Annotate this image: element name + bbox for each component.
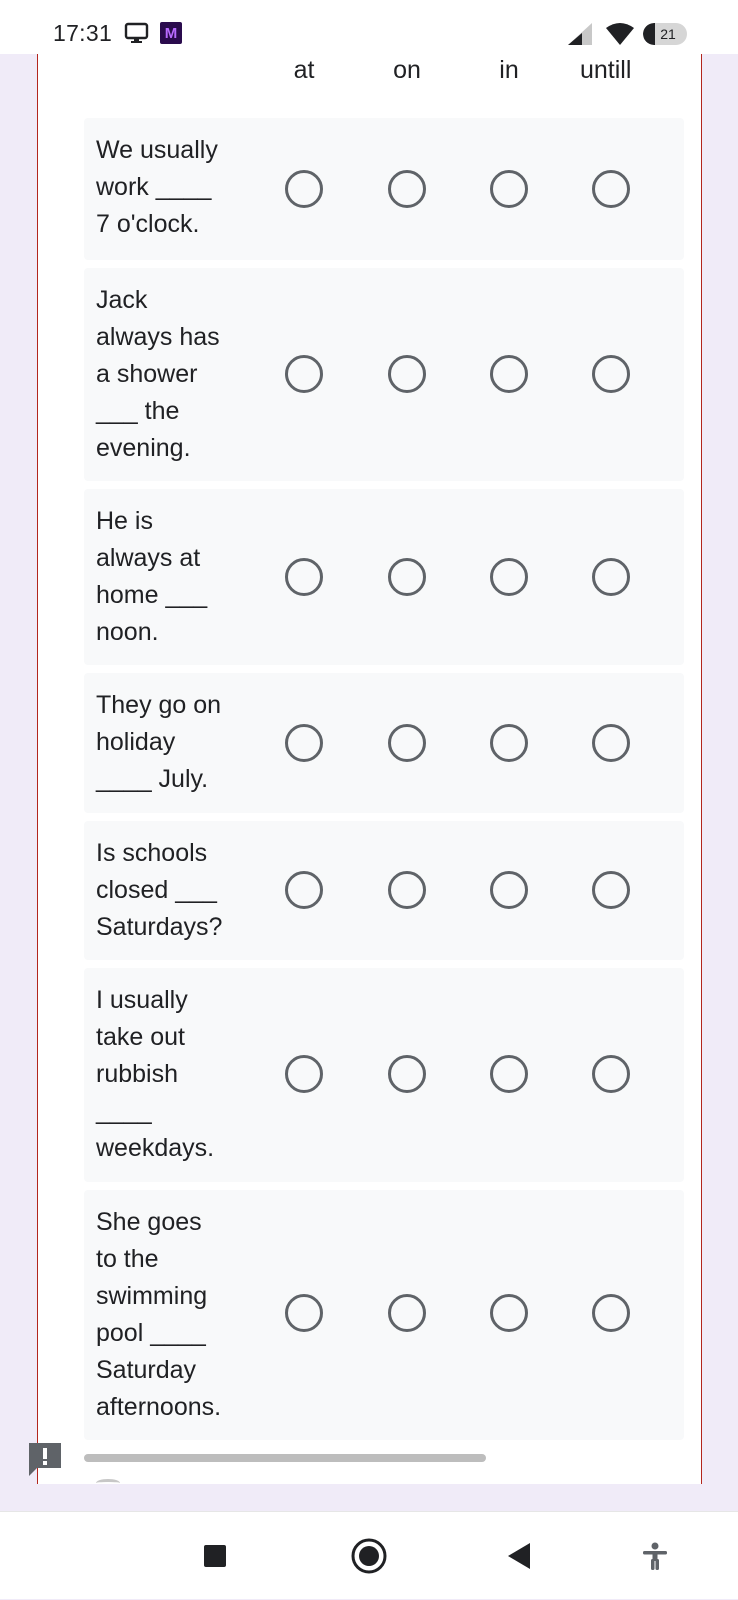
radio-untill[interactable] (592, 558, 630, 596)
battery-icon (643, 23, 687, 45)
home-button[interactable] (334, 1512, 404, 1600)
accessibility-button[interactable] (620, 1512, 690, 1600)
radio-on[interactable] (388, 1055, 426, 1093)
column-header-in: in (499, 56, 519, 84)
radio-on[interactable] (388, 355, 426, 393)
radio-on[interactable] (388, 724, 426, 762)
radio-in[interactable] (490, 170, 528, 208)
grid-row (84, 118, 684, 260)
monitor-icon (124, 22, 150, 44)
radio-untill[interactable] (592, 724, 630, 762)
row-label: Jack always has a shower ___ the evening. (96, 286, 220, 462)
radio-in[interactable] (490, 871, 528, 909)
radio-untill[interactable] (592, 170, 630, 208)
status-bar (0, 0, 738, 54)
column-header-at: at (293, 56, 315, 84)
next-item-edge (96, 1479, 120, 1484)
signal-icon (566, 23, 594, 45)
radio-untill[interactable] (592, 1055, 630, 1093)
radio-on[interactable] (388, 558, 426, 596)
row-label: I usually take out rubbish ____ weekdays. (96, 986, 215, 1162)
exclamation-feedback-icon[interactable] (26, 1440, 64, 1478)
row-label: We usually work ____ 7 o'clock. (96, 136, 218, 238)
battery-level: 21 (660, 26, 676, 42)
radio-on[interactable] (388, 1294, 426, 1332)
radio-on[interactable] (388, 170, 426, 208)
radio-untill[interactable] (592, 355, 630, 393)
grid-row (84, 821, 684, 960)
grid-row (84, 968, 684, 1182)
grid-row (84, 673, 684, 813)
accessibility-icon (642, 1542, 668, 1570)
grid-row (84, 489, 684, 665)
row-label: She goes to the swimming pool ____ Saturday afternoons. (96, 1208, 222, 1421)
system-nav-bar (0, 1511, 738, 1599)
radio-untill[interactable] (592, 871, 630, 909)
radio-at[interactable] (285, 1294, 323, 1332)
grid-row (84, 268, 684, 481)
radio-in[interactable] (490, 724, 528, 762)
app-icon: M (160, 22, 182, 44)
recents-square-icon (204, 1545, 226, 1567)
wifi-icon (605, 22, 635, 46)
radio-in[interactable] (490, 1294, 528, 1332)
horizontal-scrollbar[interactable] (84, 1454, 486, 1462)
recents-button[interactable] (180, 1512, 250, 1600)
radio-at[interactable] (285, 170, 323, 208)
radio-in[interactable] (490, 558, 528, 596)
back-triangle-icon (506, 1542, 532, 1570)
radio-on[interactable] (388, 871, 426, 909)
column-header-untill: untill (580, 56, 632, 84)
grid-column-headers (84, 54, 684, 114)
radio-at[interactable] (285, 558, 323, 596)
radio-in[interactable] (490, 1055, 528, 1093)
radio-at[interactable] (285, 1055, 323, 1093)
row-label: They go on holiday ____ July. (96, 691, 222, 793)
radio-in[interactable] (490, 355, 528, 393)
radio-at[interactable] (285, 355, 323, 393)
back-button[interactable] (484, 1512, 554, 1600)
row-label: Is schools closed ___ Saturdays? (96, 839, 223, 941)
row-label: He is always at home ___ noon. (96, 507, 208, 646)
question-card (37, 54, 702, 1484)
status-time: 17:31 (53, 20, 113, 46)
grid-row (84, 1190, 684, 1440)
column-header-on: on (393, 56, 421, 84)
scroll-fade (654, 54, 684, 114)
radio-at[interactable] (285, 724, 323, 762)
radio-untill[interactable] (592, 1294, 630, 1332)
radio-at[interactable] (285, 871, 323, 909)
home-circle-icon (351, 1538, 387, 1574)
